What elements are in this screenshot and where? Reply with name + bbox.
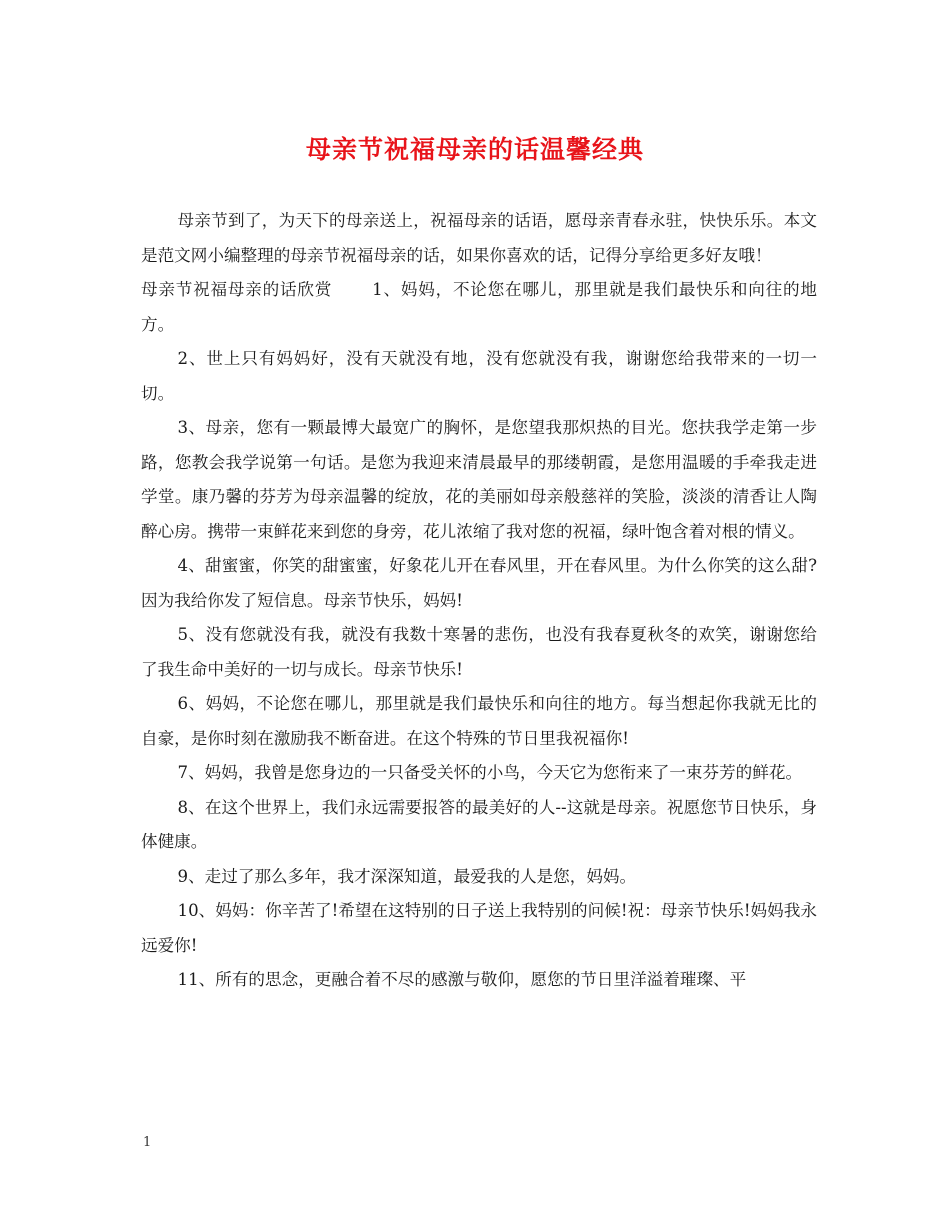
- list-item: 8、在这个世界上，我们永远需要报答的最美好的人--这就是母亲。祝愿您节日快乐，身体健康。: [141, 797, 817, 851]
- list-item-1: 1、妈妈，不论您在哪儿，那里就是我们最快乐和向往的地方。: [141, 280, 817, 334]
- list-item: 11、所有的思念，更融合着不尽的感激与敬仰，愿您的节日里洋溢着璀璨、平: [177, 970, 747, 989]
- document-title: 母亲节祝福母亲的话温馨经典: [305, 135, 644, 164]
- list-item: 10、妈妈：你辛苦了!希望在这特别的日子送上我特别的问候!祝：母亲节快乐!妈妈我永远爱你!: [141, 901, 817, 955]
- section-line: [141, 273, 817, 342]
- section-heading: 母亲节祝福母亲的话欣赏: [141, 280, 333, 299]
- list-item: 7、妈妈，我曾是您身边的一只备受关怀的小鸟，今天它为您衔来了一束芬芳的鲜花。: [177, 763, 803, 782]
- list-item: 9、走过了那么多年，我才深深知道，最爱我的人是您，妈妈。: [177, 866, 637, 886]
- page-number: 1: [143, 1135, 152, 1150]
- list-item: 6、妈妈，不论您在哪儿，那里就是我们最快乐和向往的地方。每当想起你我就无比的自豪，是你时刻在激励我不断奋进。在这个特殊的节日里我祝福你!: [141, 694, 817, 748]
- list-item: 5、没有您就没有我，就没有我数十寒暑的悲伤，也没有我春夏秋冬的欢笑，谢谢您给了我生命中美好的一切与成长。母亲节快乐!: [141, 625, 817, 679]
- list-item: 4、甜蜜蜜，你笑的甜蜜蜜，好象花儿开在春风里，开在春风里。为什么你笑的这么甜?因为我给你发了短信息。母亲节快乐，妈妈!: [141, 556, 817, 610]
- intro-paragraph: 母亲节到了，为天下的母亲送上，祝福母亲的话语，愿母亲青春永驻，快快乐乐。本文是范文网小编整理的母亲节祝福母亲的话，如果你喜欢的话，记得分享给更多好友哦！: [141, 211, 817, 265]
- list-item: 2、世上只有妈妈好，没有天就没有地，没有您就没有我，谢谢您给我带来的一切一切。: [141, 349, 817, 403]
- list-item: 3、母亲，您有一颗最博大最宽广的胸怀，是您望我那炽热的目光。您扶我学走第一步路，您教会我学说第一句话。是您为我迎来清晨最早的那缕朝霞，是您用温暖的手牵我走进学堂。康乃馨的芬芳为母亲温馨的绽放，花的美丽如母亲般慈祥的笑脸，淡淡的清香让人陶醉心房。携带一束鲜花来到您的身旁，花儿浓缩了我对您的祝福，绿叶饱含着对根的情义。: [141, 418, 817, 541]
- document-body: [141, 204, 817, 998]
